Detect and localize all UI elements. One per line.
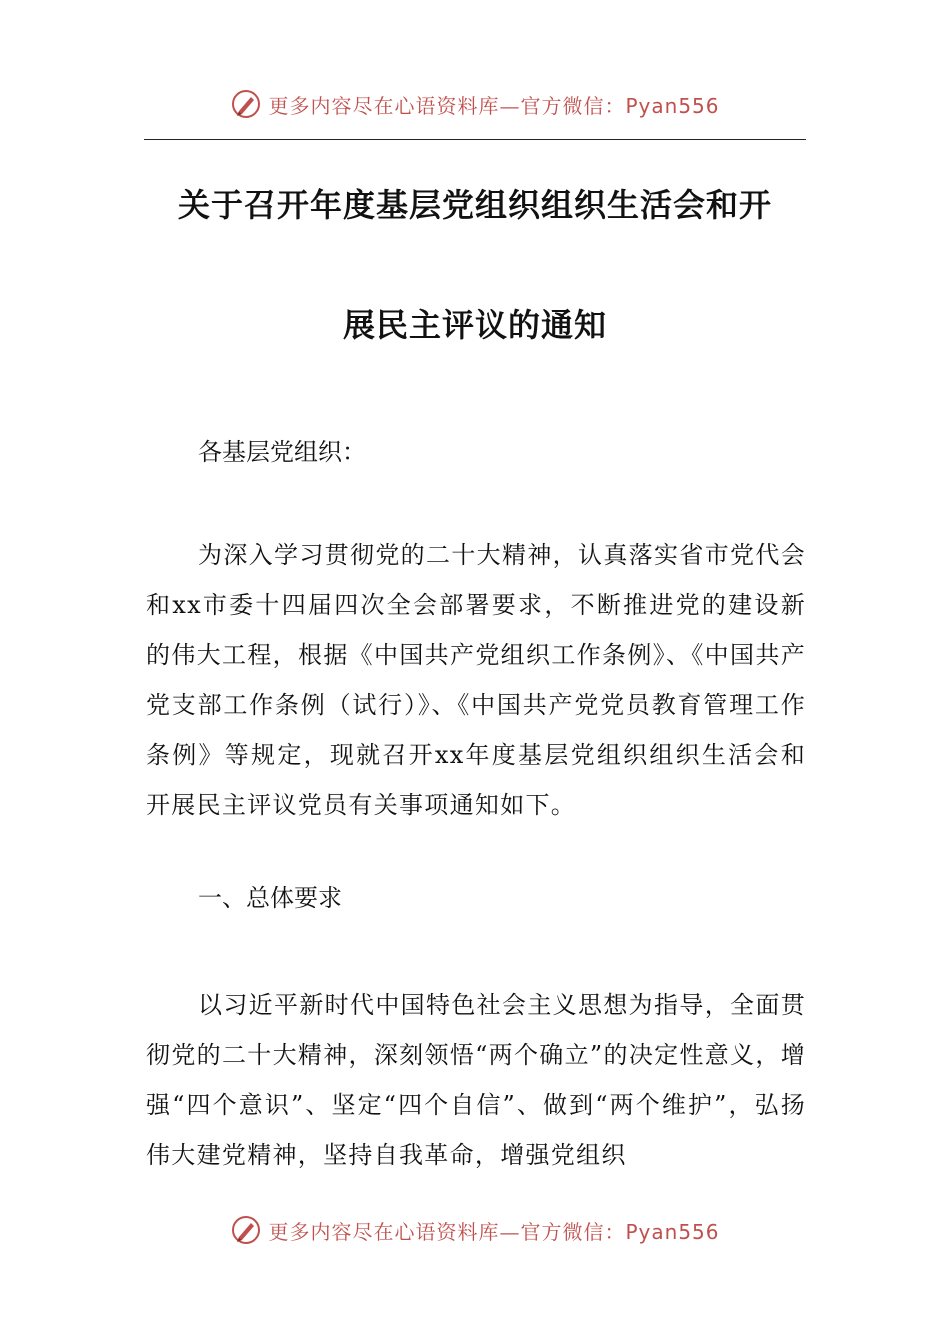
- section-heading-1: 一、总体要求: [198, 884, 342, 912]
- body-paragraph-2: 以习近平新时代中国特色社会主义思想为指导，全面贯彻党的二十大精神，深刻领悟“两个确立”的决定性意义，增强“四个意识”、坚定“四个自信”、做到“两个维护”，弘扬伟大建党精神，坚持自我革命，增强党组织: [146, 991, 806, 1169]
- pen-logo-icon: [230, 1214, 262, 1246]
- footer-banner-text: 更多内容尽在心语资料库—官方微信：Pyan556: [268, 1219, 720, 1244]
- document-title-line-1: 关于召开年度基层党组织组织生活会和开: [177, 186, 772, 224]
- document-title-line-2: 展民主评议的通知: [342, 306, 607, 344]
- body-paragraph-1: 为深入学习贯彻党的二十大精神，认真落实省市党代会和xx市委十四届四次全会部署要求，不断推进党的建设新的伟大工程，根据《中国共产党组织工作条例》、《中国共产党支部工作条例（试行）》、《中国共产党党员教育管理工作条例》等规定，现就召开xx年度基层党组织组织生活会和开展民主评议党员有关事项通知如下。: [146, 541, 806, 819]
- footer-banner: [0, 1210, 950, 1250]
- salutation: 各基层党组织：: [198, 438, 366, 466]
- pen-logo-icon: [230, 88, 262, 120]
- header-wechat-id: Pyan556: [625, 93, 720, 118]
- header-banner: [0, 84, 950, 124]
- header-banner-text: 更多内容尽在心语资料库—官方微信：Pyan556: [268, 93, 720, 118]
- footer-wechat-id: Pyan556: [625, 1219, 720, 1244]
- header-divider: [144, 139, 806, 140]
